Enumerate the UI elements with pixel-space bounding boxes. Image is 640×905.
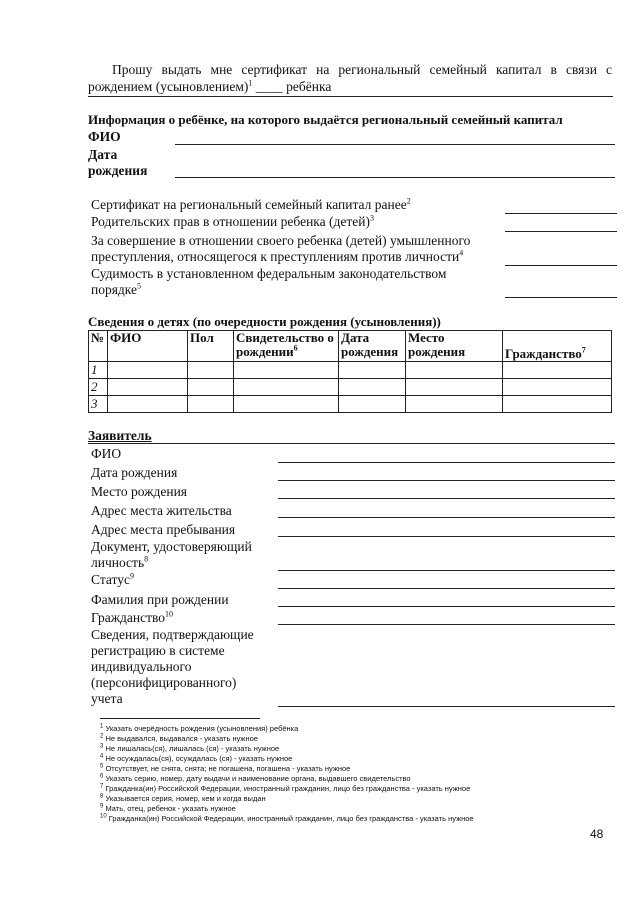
table-cell[interactable] bbox=[188, 379, 234, 396]
footnote-ref: 2 bbox=[406, 196, 411, 206]
footnote-ref: 10 bbox=[165, 609, 174, 619]
table-cell[interactable] bbox=[108, 362, 188, 379]
applicant-status-label bbox=[91, 572, 134, 588]
col-fio: ФИО bbox=[108, 331, 188, 362]
table-cell[interactable] bbox=[339, 362, 406, 379]
question-text: Сертификат на региональный семейный капитал ранее bbox=[91, 197, 407, 212]
question-text: порядке bbox=[91, 282, 138, 297]
footnote-ref: 4 bbox=[459, 248, 464, 258]
col-citizenship-label: Гражданство bbox=[505, 346, 582, 361]
footnote-ref: 5 bbox=[137, 281, 142, 291]
question-text: преступления, относящегося к преступлениям против личности bbox=[91, 249, 460, 264]
table-cell[interactable] bbox=[406, 396, 503, 413]
footnote-ref: 6 bbox=[293, 343, 298, 353]
child-fio-label: ФИО bbox=[88, 129, 121, 144]
col-dob-label: Дата bbox=[341, 330, 370, 345]
request-text-2: рождением (усыновлением) bbox=[88, 79, 249, 94]
question-text: Родительских прав в отношении ребенка (детей) bbox=[91, 214, 370, 229]
applicant-birth-surname-field[interactable] bbox=[278, 606, 615, 607]
table-cell[interactable] bbox=[234, 379, 339, 396]
col-certificate bbox=[234, 331, 339, 362]
request-text-1: Прошу выдать мне сертификат на региональный семейный капитал в связи с bbox=[112, 62, 612, 77]
applicant-document-text: Документ, удостоверяющий bbox=[91, 539, 252, 554]
applicant-document-label bbox=[91, 539, 252, 571]
row-number: 2 bbox=[89, 379, 108, 396]
applicant-divider bbox=[88, 443, 615, 444]
footnote: $^4$ Не осуждалась(ся), осуждалась (ся) - указать нужное bbox=[100, 753, 293, 763]
footnote-ref: 3 bbox=[370, 213, 374, 223]
question-text: Судимость в установленном федеральным законодательством bbox=[91, 266, 447, 281]
table-cell[interactable] bbox=[108, 396, 188, 413]
child-order-blank[interactable]: ____ bbox=[255, 79, 283, 94]
table-row bbox=[89, 396, 612, 413]
row-number: 1 bbox=[89, 362, 108, 379]
applicant-registration-text: учета bbox=[91, 691, 123, 706]
table-cell[interactable] bbox=[234, 396, 339, 413]
footnote: $^5$ Отсутствует, не снята, снята; не погашена, погашена - указать нужное bbox=[100, 763, 351, 773]
footnote-separator bbox=[100, 718, 260, 719]
divider bbox=[88, 96, 613, 97]
request-line-1 bbox=[112, 62, 612, 78]
col-sex: Пол bbox=[188, 331, 234, 362]
col-place bbox=[406, 331, 503, 362]
child-dob-field[interactable] bbox=[175, 177, 615, 178]
table-cell[interactable] bbox=[188, 362, 234, 379]
applicant-registration-text: индивидуального bbox=[91, 659, 192, 674]
applicant-pob-label: Место рождения bbox=[91, 484, 188, 499]
applicant-stay-field[interactable] bbox=[278, 536, 615, 537]
applicant-document-field[interactable] bbox=[278, 570, 615, 571]
col-num: № bbox=[89, 331, 108, 362]
question-crime bbox=[91, 233, 470, 265]
applicant-status-text: Статус bbox=[91, 572, 130, 587]
child-fio-field[interactable] bbox=[175, 144, 615, 145]
table-cell[interactable] bbox=[406, 379, 503, 396]
table-cell[interactable] bbox=[234, 362, 339, 379]
table-cell[interactable] bbox=[108, 379, 188, 396]
question-text: За совершение в отношении своего ребенка (детей) умышленного bbox=[91, 233, 471, 248]
applicant-dob-label: Дата рождения bbox=[91, 465, 178, 480]
applicant-fio-label: ФИО bbox=[91, 446, 122, 461]
children-table-heading: Сведения о детях (по очередности рождения (усыновления)) bbox=[88, 314, 441, 329]
footnote-ref: 8 bbox=[144, 554, 149, 564]
footnote-ref: 7 bbox=[581, 345, 586, 355]
table-row bbox=[89, 362, 612, 379]
table-cell[interactable] bbox=[188, 396, 234, 413]
table-cell[interactable] bbox=[503, 362, 612, 379]
applicant-residence-label: Адрес места жительства bbox=[91, 503, 232, 518]
footnote: $^{10}$ Гражданка(ин) Российской Федерации, иностранный гражданин, лицо без гражданства - указать нужное bbox=[100, 813, 474, 823]
children-table bbox=[88, 330, 612, 413]
question-certificate bbox=[91, 197, 411, 213]
footnote: $^7$ Гражданка(ин) Российской Федерации, иностранный гражданин, лицо без гражданства - указать нужное bbox=[100, 783, 471, 793]
col-citizenship bbox=[503, 331, 612, 362]
applicant-registration-text: регистрацию в системе bbox=[91, 643, 225, 658]
footnote: $^2$ Не выдавался, выдавался - указать нужное bbox=[100, 733, 258, 743]
applicant-citizenship-text: Гражданство bbox=[91, 610, 166, 625]
footnote: $^8$ Указывается серия, номер, кем и когда выдан bbox=[100, 793, 266, 803]
applicant-document-text: личность bbox=[91, 555, 145, 570]
applicant-residence-field[interactable] bbox=[278, 517, 615, 518]
child-dob-label-2: рождения bbox=[88, 163, 148, 178]
applicant-registration-label bbox=[91, 627, 254, 707]
table-cell[interactable] bbox=[503, 396, 612, 413]
col-certificate-label: рождении bbox=[236, 344, 294, 359]
footnote: $^3$ Не лишалась(ся), лишалась (ся) - указать нужное bbox=[100, 743, 280, 753]
applicant-registration-text: Сведения, подтверждающие bbox=[91, 627, 254, 642]
col-certificate-label: Свидетельство о bbox=[236, 330, 334, 345]
applicant-dob-field[interactable] bbox=[278, 480, 615, 481]
col-dob bbox=[339, 331, 406, 362]
row-number: 3 bbox=[89, 396, 108, 413]
applicant-registration-text: (персонифицированного) bbox=[91, 675, 237, 690]
answer-conviction-field[interactable] bbox=[505, 297, 617, 298]
child-dob-label-1: Дата bbox=[88, 147, 118, 162]
answer-crime-field[interactable] bbox=[505, 265, 617, 266]
col-dob-label: рождения bbox=[341, 344, 399, 359]
table-cell[interactable] bbox=[406, 362, 503, 379]
footnote-ref: 1 bbox=[248, 78, 253, 88]
footnote-ref: 9 bbox=[130, 571, 134, 581]
footnote: $^1$ Указать очерёдность рождения (усыновления) ребёнка bbox=[100, 723, 299, 733]
footnote: $^6$ Указать серию, номер, дату выдачи и наименование органа, выдавшего свидетельство bbox=[100, 773, 411, 783]
footnote: $^9$ Мать, отец, ребенок - указать нужное bbox=[100, 803, 236, 813]
table-cell[interactable] bbox=[339, 379, 406, 396]
request-line-2 bbox=[88, 79, 331, 95]
question-conviction bbox=[91, 266, 446, 298]
table-header-row bbox=[89, 331, 612, 362]
applicant-citizenship-field[interactable] bbox=[278, 624, 615, 625]
applicant-registration-field[interactable] bbox=[278, 706, 615, 707]
table-row bbox=[89, 379, 612, 396]
applicant-stay-label: Адрес места пребывания bbox=[91, 522, 236, 537]
table-cell[interactable] bbox=[339, 396, 406, 413]
applicant-status-field[interactable] bbox=[278, 588, 615, 589]
applicant-fio-field[interactable] bbox=[278, 462, 615, 463]
page-number: 48 bbox=[590, 827, 604, 841]
col-place-label: рождения bbox=[408, 344, 466, 359]
applicant-birth-surname-label: Фамилия при рождении bbox=[91, 592, 229, 607]
child-info-heading: Информация о ребёнке, на которого выдаётся региональный семейный капитал bbox=[88, 112, 563, 127]
applicant-pob-field[interactable] bbox=[278, 498, 615, 499]
col-place-label: Место bbox=[408, 330, 445, 345]
question-parental-rights bbox=[91, 214, 374, 230]
request-text-3: ребёнка bbox=[286, 79, 332, 94]
table-cell[interactable] bbox=[503, 379, 612, 396]
answer-parental-rights-field[interactable] bbox=[505, 231, 617, 232]
applicant-citizenship-label bbox=[91, 610, 173, 626]
answer-certificate-field[interactable] bbox=[505, 213, 617, 214]
applicant-heading: Заявитель bbox=[88, 428, 152, 443]
